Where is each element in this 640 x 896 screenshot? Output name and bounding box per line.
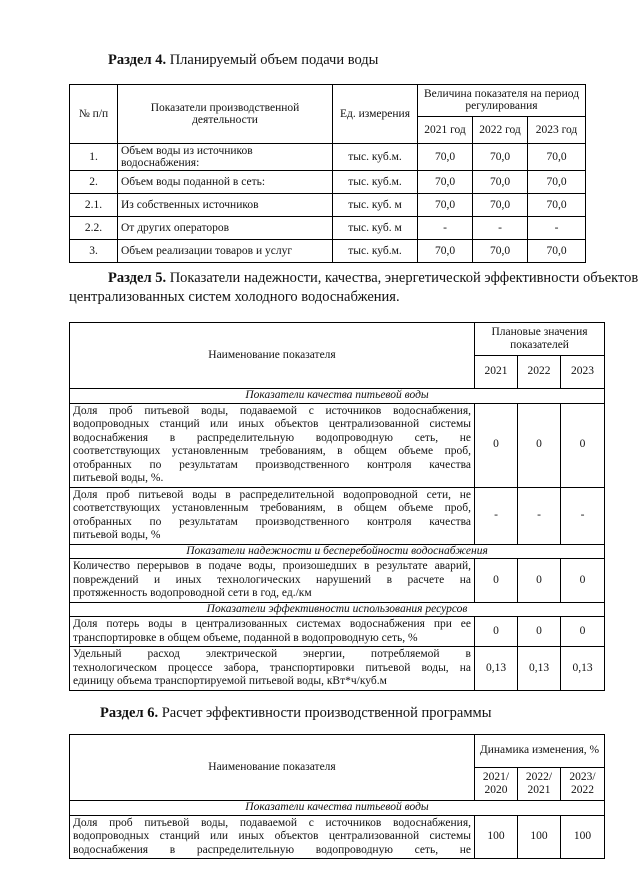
indicator-text [70,647,475,691]
header-year-2023: 2023 год [528,116,586,143]
row-value-2023: - [528,217,586,240]
row-num: 2.1. [70,194,118,217]
text-line: протяженность водопроводной сети в год, ед./км [73,587,312,599]
row-value-2022: - [473,217,528,240]
value-2022: 0 [518,403,561,487]
value-2021: 0 [475,559,518,603]
text-line: питьевой воды, %. [73,472,164,484]
header-num: № п/п [70,85,118,144]
row-value-2022: 70,0 [473,194,528,217]
header-period-2022-2021 [518,768,561,801]
header-indicator-name: Наименование показателя [70,735,475,801]
group-header: Показатели качества питьевой воды [70,389,605,404]
value-2023: - [561,487,605,544]
text-line: отобранных по результатам производственного контроля качества [73,458,471,471]
table-row [70,815,605,859]
indicator-text [70,403,475,487]
group-header: Показатели надежности и бесперебойности водоснабжения [70,544,605,559]
value-2021: - [475,487,518,544]
text-line: повреждений и иных технологических нарушений в расчете на [73,573,471,586]
header-period-2023-2022 [561,768,605,801]
section5-heading [108,270,638,287]
row-unit: тыс. куб. м [333,217,418,240]
section4-number: Раздел 4. [108,52,167,68]
row-name: Объем реализации товаров и услуг [118,240,333,263]
header-unit: Ед. измерения [333,85,418,144]
text-line: 2022 [571,784,594,796]
row-value-2021: 70,0 [418,240,473,263]
row-value-2023: 70,0 [528,171,586,194]
row-num: 3. [70,240,118,263]
section5-heading-line2: централизованных систем холодного водоснабжения. [69,289,400,305]
text-line: соответствующих установленным требованиям, в общем объеме проб, [73,502,471,514]
text-line: водоснабжения в распределительную водопроводную сеть, не [73,431,471,444]
text-line: водоснабжения в распределительную водопроводную сеть, не [73,843,471,856]
value-2022: 0,13 [518,647,561,691]
value-2022: 0 [518,559,561,603]
group-header: Показатели эффективности использования ресурсов [70,602,605,617]
section4-title: Планируемый объем подачи воды [166,52,379,68]
header-plan-values: Плановые значения показателей [475,323,605,356]
text-line: водопроводных станций или иных объектов централизованной системы [73,418,471,430]
group-header: Показатели качества питьевой воды [70,801,605,816]
text-line: 2022/ [525,770,553,783]
text-line: Доля проб питьевой воды, подаваемой с источников водоснабжения, [73,404,471,417]
text-line: Доля проб питьевой воды в распределительной водопроводной сети, не [73,488,471,501]
row-unit: тыс. куб.м. [333,171,418,194]
row-value-2023: 70,0 [528,144,586,171]
section5-number: Раздел 5. [108,270,167,286]
value-2023: 0 [561,617,605,647]
water-supply-table [69,84,586,263]
header-year-2023: 2023 [561,356,605,389]
table-row [70,617,605,647]
section6-title: Расчет эффективности производственной программы [158,705,492,721]
header-year-2021: 2021 год [418,116,473,143]
row-unit: тыс. куб.м. [333,144,418,171]
efficiency-table [69,734,605,859]
value-2022-2021: 100 [518,815,561,859]
row-unit: тыс. куб.м. [333,240,418,263]
row-value-2021: - [418,217,473,240]
table-row [70,240,586,263]
text-line: отобранных по результатам производственного контроля качества [73,515,471,528]
text-line: 2021 [527,784,551,796]
section5-title-line1: Показатели надежности, качества, энергетической эффективности объектов [166,270,639,286]
value-2022: - [518,487,561,544]
table-row [70,217,586,240]
row-name: Объем воды поданной в сеть: [118,171,333,194]
text-line: единицу объема транспортируемой питьевой воды, кВт*ч/куб.м [73,675,387,687]
indicator-text [70,617,475,647]
value-2021-2020: 100 [475,815,518,859]
table-row [70,144,586,171]
text-line: Количество перерывов в подаче воды, произошедших в результате аварий, [73,560,471,572]
section6-number: Раздел 6. [100,705,159,721]
table-row [70,487,605,544]
text-line: 2023/ [569,770,596,783]
row-num: 1. [70,144,118,171]
text-line: Удельный расход электрической энергии, потребляемой в [73,648,471,660]
value-2023: 0 [561,559,605,603]
header-activity: Показатели производственной деятельности [118,85,333,144]
value-2022: 0 [518,617,561,647]
row-value-2021: 70,0 [418,144,473,171]
header-period-2021-2020 [475,768,518,801]
row-value-2022: 70,0 [473,240,528,263]
table-row [70,171,586,194]
row-name: Из собственных источников [118,194,333,217]
text-line: технологическом процессе забора, транспортировки питьевой воды, на [73,661,471,674]
table-row [70,194,586,217]
header-year-2022: 2022 год [473,116,528,143]
text-line: соответствующих установленным требованиям, в общем объеме проб, [73,445,471,457]
header-period: Величина показателя на период регулирования [418,85,586,117]
header-dynamics: Динамика изменения, % [475,735,605,768]
row-value-2022: 70,0 [473,171,528,194]
indicator-text [70,487,475,544]
row-value-2023: 70,0 [528,194,586,217]
value-2021: 0 [475,617,518,647]
text-line: Доля проб питьевой воды, подаваемой с источников водоснабжения, [73,816,471,829]
table-row [70,403,605,487]
row-num: 2.2. [70,217,118,240]
text-line: Доля потерь воды в централизованных системах водоснабжения при ее [73,618,471,630]
row-name: Объем воды из источников водоснабжения: [118,144,333,171]
text-line: транспортировке в общем объеме, поданной в водопроводную сеть, % [73,631,418,644]
row-value-2022: 70,0 [473,144,528,171]
value-2021: 0,13 [475,647,518,691]
value-2023-2022: 100 [561,815,605,859]
row-value-2023: 70,0 [528,240,586,263]
indicator-text [70,559,475,603]
text-line: 2020 [484,784,508,796]
table-row [70,647,605,691]
section4-heading [108,52,378,69]
row-unit: тыс. куб. м [333,194,418,217]
value-2023: 0 [561,403,605,487]
row-value-2021: 70,0 [418,171,473,194]
value-2023: 0,13 [561,647,605,691]
row-name: От других операторов [118,217,333,240]
header-year-2022: 2022 [518,356,561,389]
indicators-table [69,322,605,691]
text-line: водопроводных станций или иных объектов централизованной системы [73,830,471,842]
text-line: питьевой воды, % [73,529,161,541]
section6-heading [100,705,491,722]
header-year-2021: 2021 [475,356,518,389]
indicator-text [70,815,475,859]
table-row [70,559,605,603]
value-2021: 0 [475,403,518,487]
row-value-2021: 70,0 [418,194,473,217]
header-indicator-name: Наименование показателя [70,323,475,389]
text-line: 2021/ [482,770,510,783]
row-num: 2. [70,171,118,194]
